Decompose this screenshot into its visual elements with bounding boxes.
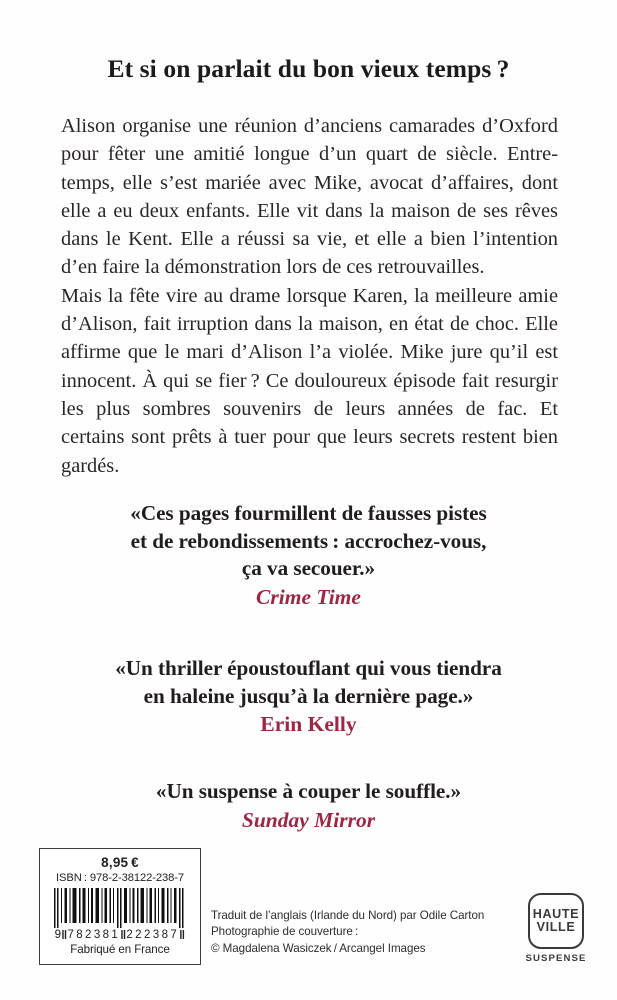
- review-quote-sunday-mirror: [50, 778, 567, 834]
- barcode-guard-icon: ‖: [179, 928, 186, 943]
- page-title: Et si on parlait du bon vieux temps ?: [107, 54, 510, 83]
- barcode-digits: [40, 929, 200, 941]
- review-quote-line: «Un suspense à couper le souffle.»: [155, 779, 462, 803]
- review-quote-line: ça va secouer.»: [241, 556, 376, 580]
- blurb-paragraph-2: Mais la fête vire au drame lorsque Karen, la meilleure amie d’Alison, fait irruption dans la maison, en état de choc. Elle affirme que le mari d’Alison l’a violée. Mike jure qu’il est innocent. À qui se fier ? Ce douloureux épisode fait resurgir les plus sombres souvenirs de leurs années de fac. Et certains sont prêts à tuer pour que leurs secrets restent bien gardés.: [61, 284, 558, 477]
- review-quote-crime-time: [50, 500, 567, 611]
- publisher-imprint: SUSPENSE: [525, 953, 587, 964]
- barcode-block: [39, 848, 201, 965]
- credit-cover-photo-label: Photographie de couverture :: [211, 925, 359, 939]
- barcode-guard-icon: ‖: [61, 928, 68, 943]
- isbn-label: ISBN : 978-2-38122-238-7: [56, 872, 184, 884]
- publisher-name-line-2: VILLE: [536, 920, 576, 934]
- review-source: Sunday Mirror: [241, 807, 376, 832]
- barcode-digit-first: 9: [54, 929, 62, 941]
- price-label: 8,95 €: [101, 855, 139, 870]
- barcode-digit-group-2: 222387: [126, 929, 180, 941]
- barcode-digit-group-1: 782381: [67, 929, 121, 941]
- publisher-logo: [524, 893, 588, 964]
- barcode-guard-icon: ‖: [120, 928, 127, 943]
- credit-cover-photo-source: © Magdalena Wasiczek / Arcangel Images: [211, 941, 426, 955]
- review-source: Erin Kelly: [260, 712, 357, 736]
- made-in-label: Fabriqué en France: [70, 943, 170, 956]
- review-quote-line: en haleine jusqu’à la dernière page.»: [143, 683, 474, 708]
- review-quote-line: «Ces pages fourmillent de fausses pistes: [130, 501, 487, 525]
- blurb-paragraph-1: Alison organise une réunion d’anciens camarades d’Oxford pour fêter une amitié longue d’un quart de siècle. Entre-temps, elle s’est mariée avec Mike, avocat d’affaires, dont elle a eu deux enfants. Elle vit dans la maison de ses rêves dans le Kent. Elle a réussi sa vie, et elle a bien l’intention d’en faire la démonstration lors de ces retrouvailles.: [61, 115, 558, 279]
- credit-translator: Traduit de l’anglais (Irlande du Nord) par Odile Carton: [211, 909, 485, 922]
- publisher-name-line-1: HAUTE: [532, 906, 580, 921]
- review-quote-line: «Un thriller époustouflant qui vous tiendra: [115, 656, 502, 680]
- review-quote-erin-kelly: [50, 655, 567, 738]
- publisher-logo-box: [528, 893, 584, 949]
- barcode-icon: [54, 888, 187, 928]
- review-source: Crime Time: [256, 584, 361, 609]
- blurb-text: [61, 112, 558, 480]
- credits-block: [211, 908, 484, 957]
- review-quote-line: et de rebondissements : accrochez-vous,: [130, 528, 487, 553]
